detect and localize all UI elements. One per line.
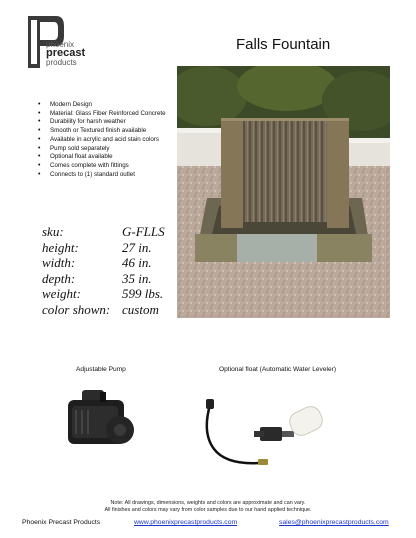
feature-item: • Durability for harsh weather bbox=[38, 118, 166, 127]
feature-item: • Optional float available bbox=[38, 153, 166, 162]
pump-image bbox=[60, 386, 146, 450]
spec-value: custom bbox=[122, 301, 159, 317]
spec-value: G-FLLS bbox=[122, 224, 165, 239]
feature-item: • Connects to (1) standard outlet bbox=[38, 171, 166, 180]
feature-item: • Modern Design bbox=[38, 101, 166, 110]
float-label: Optional float (Automatic Water Leveler) bbox=[219, 366, 337, 373]
spec-label: height: bbox=[42, 239, 79, 255]
brand-line3: products bbox=[46, 58, 77, 67]
feature-list bbox=[38, 101, 166, 179]
spec-value: 35 in. bbox=[122, 270, 152, 286]
feature-item: • Material: Glass Fiber Reinforced Concrete bbox=[38, 110, 166, 119]
feature-item: • Pump sold separately bbox=[38, 145, 166, 154]
float-valve-image bbox=[200, 393, 332, 471]
spec-value: 46 in. bbox=[122, 255, 152, 271]
disclaimer-line1: Note: All drawings, dimensions, weights and colors are approximate and can vary. bbox=[110, 500, 306, 506]
brand-line2: precast bbox=[46, 47, 86, 59]
page-title: Falls Fountain bbox=[236, 36, 331, 53]
spec-label: depth: bbox=[42, 270, 76, 286]
footer-website-link[interactable]: www.phoenixprecastproducts.com bbox=[134, 519, 238, 526]
fountain-photo bbox=[177, 66, 390, 318]
feature-item: • Available in acrylic and acid stain colors bbox=[38, 136, 166, 145]
feature-item: • Comes complete with fittings bbox=[38, 162, 166, 171]
pump-label: Adjustable Pump bbox=[76, 366, 126, 373]
spec-label: weight: bbox=[42, 286, 81, 302]
spec-value: 27 in. bbox=[122, 239, 152, 255]
disclaimer-line2: All finishes and colors may vary from color samples due to our hand applied technique. bbox=[104, 507, 312, 513]
brand-line1: phoenix bbox=[46, 40, 75, 49]
spec-label: width: bbox=[42, 255, 76, 271]
spec-value: 599 lbs. bbox=[122, 286, 164, 302]
feature-item: • Smooth or Textured finish available bbox=[38, 127, 166, 136]
spec-label: color shown: bbox=[42, 301, 111, 317]
footer-email-link[interactable]: sales@phoenixprecastproducts.com bbox=[279, 519, 389, 526]
brand-logo bbox=[26, 14, 98, 70]
spec-label: sku: bbox=[42, 224, 64, 239]
footer-company: Phoenix Precast Products bbox=[22, 519, 101, 526]
